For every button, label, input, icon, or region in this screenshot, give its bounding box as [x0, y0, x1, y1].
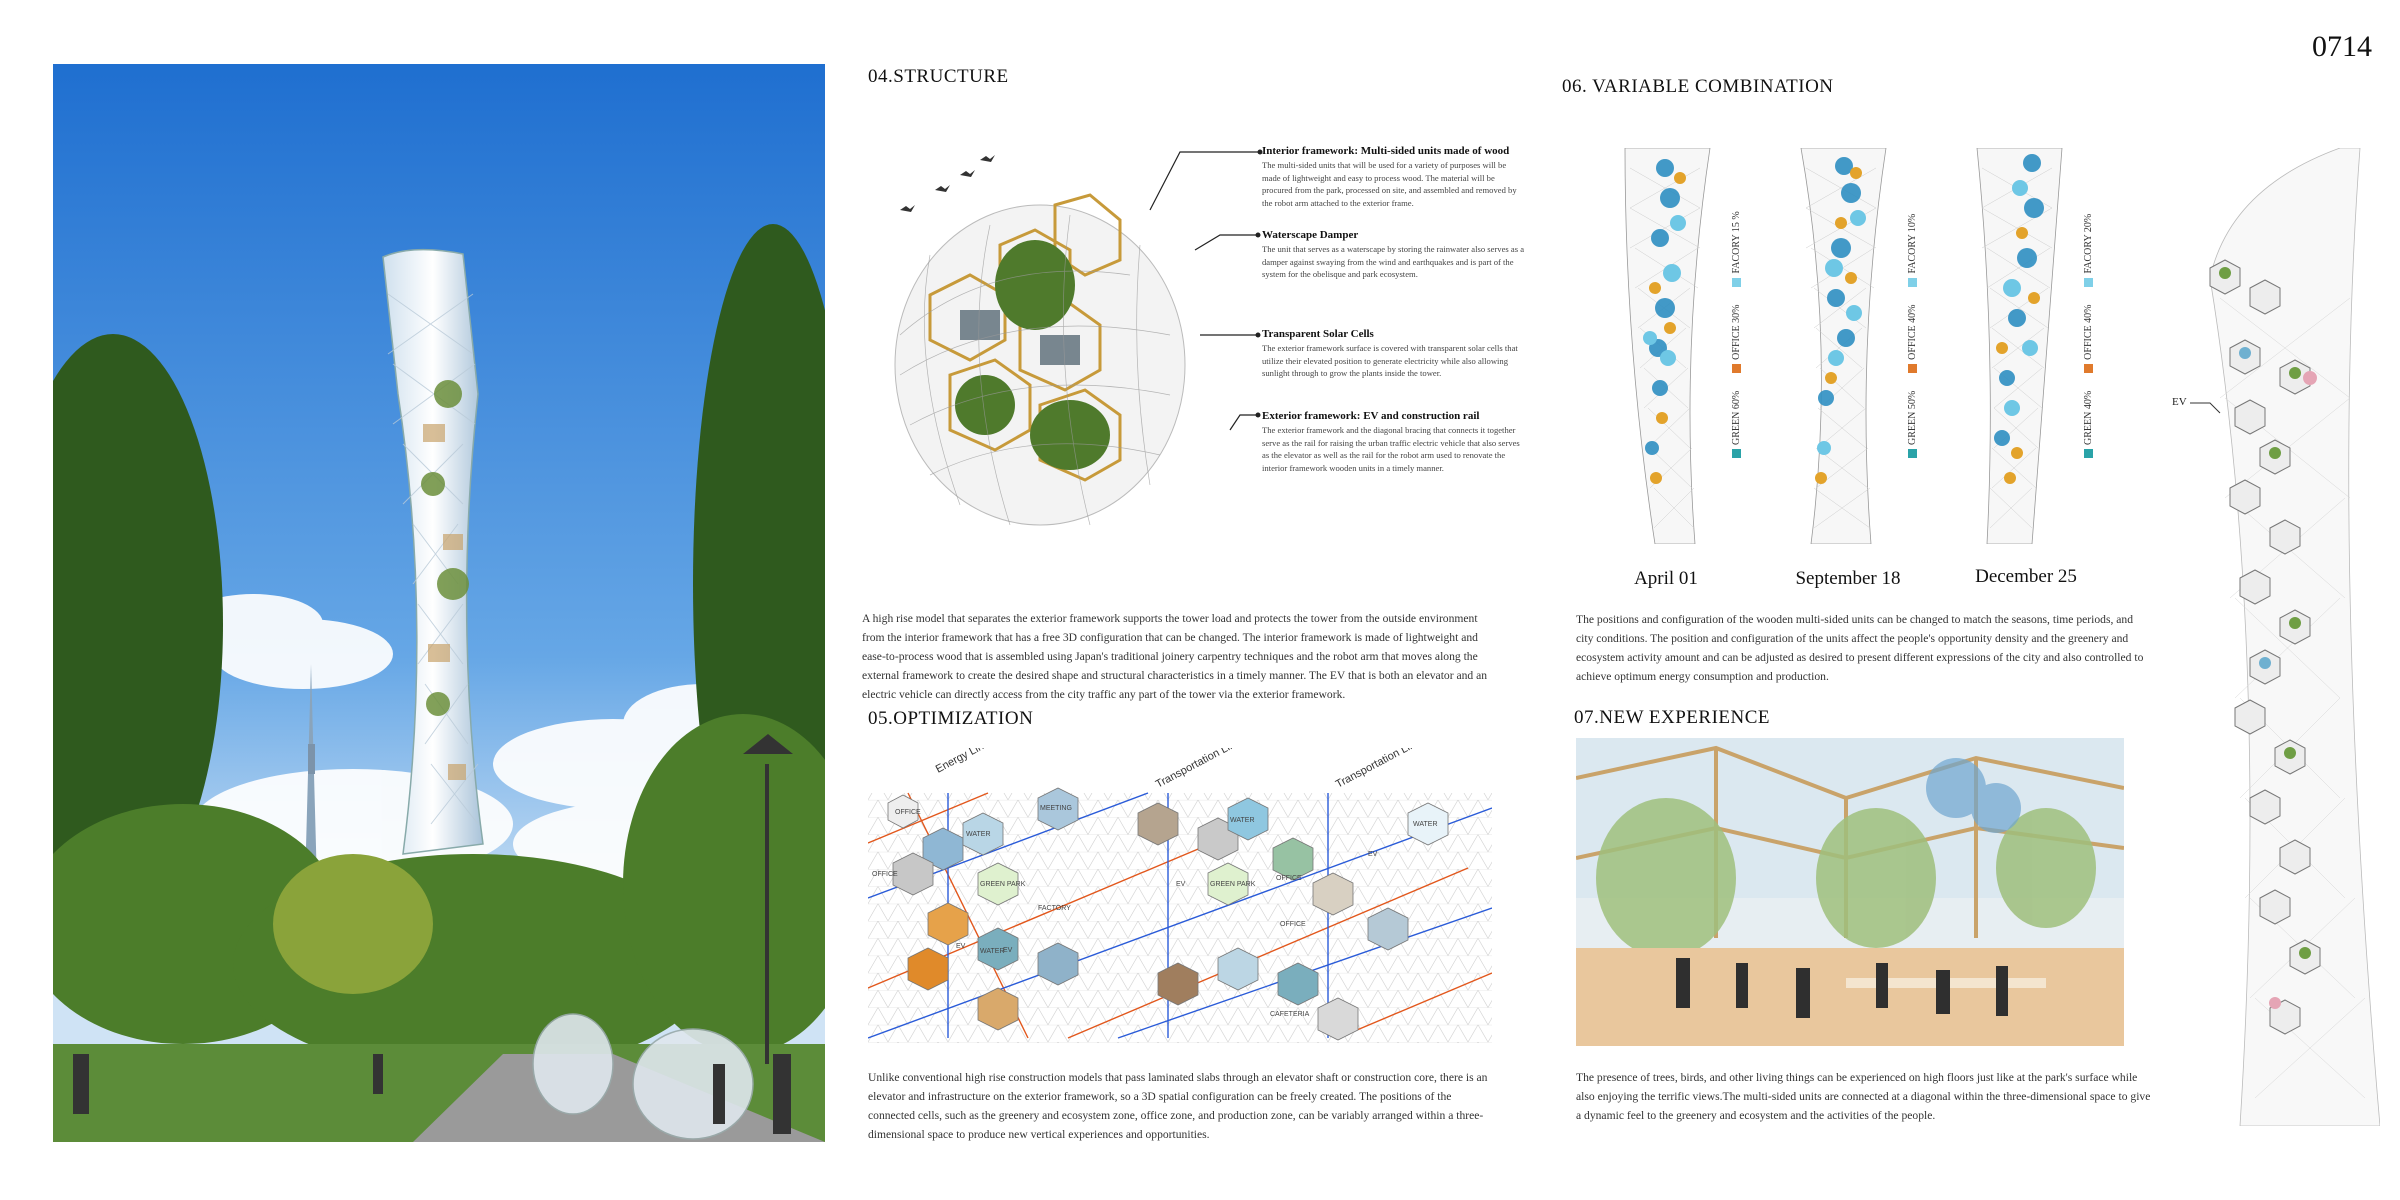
zone-label: EV: [1003, 947, 1013, 954]
zone-label: EV: [956, 943, 966, 950]
callout-interior-framework: [1262, 145, 1524, 209]
zone-label: WATER: [966, 831, 991, 838]
callout-exterior-framework: [1262, 410, 1524, 474]
date-label-december: December 25: [1975, 566, 2077, 587]
callout-title: Interior framework: Multi-sided units made of wood: [1262, 145, 1510, 157]
legend-factory: FACORY 10%: [1907, 214, 1918, 287]
legend-september: [1902, 214, 1920, 458]
date-label-september: September 18: [1795, 568, 1901, 589]
transportation-line-label: Transportation Line: [1333, 748, 1423, 791]
zone-label: WATER: [1413, 821, 1438, 828]
zone-label: OFFICE: [1276, 875, 1302, 882]
energy-line-label: Energy Line: [933, 748, 992, 776]
legend-factory: FACORY 20%: [2083, 214, 2094, 287]
legend-factory: FACORY 15 %: [1731, 211, 1742, 286]
legend-office: OFFICE 40%: [1907, 305, 1918, 373]
zone-label: GREEN PARK: [980, 881, 1026, 888]
structure-paragraph: A high rise model that separates the exterior framework supports the tower load and protects the tower from the outside environment from the interior framework that has a free 3D configuration that can be changed. The interior framework is made of lightweight and ease-to-process wood that is assembled using Japan's traditional joinery carpentry techniques and the robot arm that moves along the external framework to create the desired shape and structural characteristics in a timely manner. The EV that is both an elevator and an electric vehicle can directly access from the city traffic any part of the tower via the exterior framework.: [862, 612, 1488, 701]
callout-body: The exterior framework and the diagonal bracing that connects it together serve as the rail for raising the urban traffic electric vehicle that also serves as the elevator as well as the rail for the robot arm used to renovate the interior framework wooden units in a timely manner.: [1262, 425, 1520, 473]
variant-tower-december: [1972, 148, 2082, 544]
callout-title: Exterior framework: EV and construction rail: [1262, 410, 1480, 422]
experience-paragraph: The presence of trees, birds, and other living things can be experienced on high floors just like at the park's surface while also enjoying the terrific views.The multi-sided units are connected at a diagonal within the three-dimensional space to give a dynamic feel to the greenery and ecosystem and the activities of the people.: [1576, 1071, 2151, 1122]
zone-label: EV: [1368, 851, 1378, 858]
tower-section-drawing: [2180, 148, 2380, 1126]
zone-label: WATER: [1230, 817, 1255, 824]
callout-solar-cells: [1262, 328, 1524, 380]
zone-label: GREEN PARK: [1210, 881, 1256, 888]
callout-body: The unit that serves as a waterscape by storing the rainwater also serves as a damper against swaying from the wind and earthquakes and is part of the system for the obelisque and park ecosystem.: [1262, 244, 1525, 279]
variable-paragraph: The positions and configuration of the wooden multi-sided units can be changed to match the seasons, time periods, and city conditions. The position and configuration of the units affect the people's opportunity density and the greenery and ecosystem activity amount and can be adjusted as desired to present different expressions of the city and also controlled to achieve optimum energy consumption and production.: [1576, 613, 2144, 683]
callout-title: Waterscape Damper: [1262, 229, 1359, 241]
callout-waterscape-damper: [1262, 229, 1524, 281]
callout-title: Transparent Solar Cells: [1262, 328, 1374, 340]
zone-label: WATER: [980, 948, 1005, 955]
legend-april: [1726, 211, 1744, 458]
zone-label: OFFICE: [895, 809, 921, 816]
legend-green: GREEN 40%: [2083, 391, 2094, 458]
zone-label: OFFICE: [1280, 921, 1306, 928]
legend-december: [2078, 214, 2096, 458]
sheet-number: 0714: [2312, 30, 2372, 63]
zone-label: CAFETERIA: [1270, 1011, 1310, 1018]
interior-rendering: [1576, 738, 2124, 1046]
optimization-paragraph: Unlike conventional high rise construction models that pass laminated slabs through an elevator shaft or construction core, there is an elevator and infrastructure on the exterior framework, so a 3D spatial configuration can be freely created. The positions of the connected cells, such as the greenery and ecosystem zone, office zone, and production zone, can be variably arranged within a three-dimensional space to produce new vertical experiences and opportunities.: [868, 1071, 1488, 1141]
legend-office: OFFICE 30%: [1731, 305, 1742, 373]
legend-office: OFFICE 40%: [2083, 305, 2094, 373]
structure-title: 04.STRUCTURE: [868, 66, 1009, 87]
variant-tower-april: [1620, 148, 1730, 544]
zone-label: FACTORY: [1038, 905, 1071, 912]
rendering-image: [53, 64, 825, 1142]
ev-label: EV: [2172, 396, 2187, 408]
variant-tower-september: [1796, 148, 1906, 544]
legend-green: GREEN 50%: [1907, 391, 1918, 458]
callout-body: The multi-sided units that will be used for a variety of purposes will be made of lightweight and easy to process wood. The material will be procured from the park, processed on site, and assembled and removed by the robot arm attached to the exterior frame.: [1262, 160, 1517, 208]
optimization-diagram: [868, 748, 1492, 1048]
optimization-title: 05.OPTIMIZATION: [868, 708, 1034, 729]
transportation-line-label: Transportation Line: [1153, 748, 1243, 791]
callout-body: The exterior framework surface is covered with transparent solar cells that utilize their elevated position to generate electricity while also allowing sunlight through to grow the plants inside the tower.: [1262, 343, 1518, 378]
zone-label: EV: [1176, 881, 1186, 888]
variable-combination-title: 06. VARIABLE COMBINATION: [1562, 76, 1834, 97]
new-experience-title: 07.NEW EXPERIENCE: [1574, 707, 1771, 728]
birds-icon: [900, 155, 995, 212]
date-label-april: April 01: [1634, 568, 1698, 589]
zone-label: OFFICE: [872, 871, 898, 878]
legend-green: GREEN 60%: [1731, 391, 1742, 458]
tower-rendering: [53, 64, 825, 1142]
zone-label: MEETING: [1040, 805, 1072, 812]
